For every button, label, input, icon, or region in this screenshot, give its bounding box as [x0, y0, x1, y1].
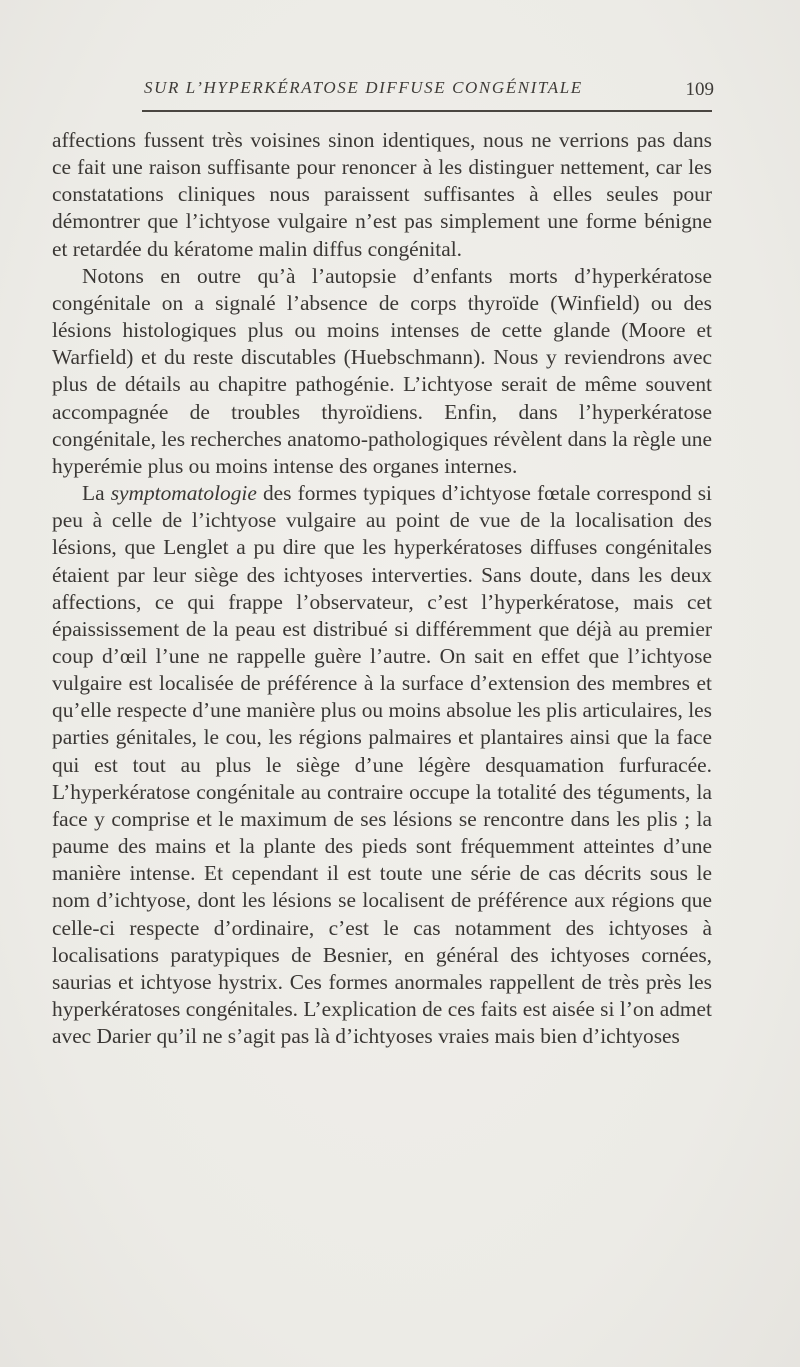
- paragraph-autopsy: Notons en outre qu’à l’autopsie d’enfants morts d’hyperkératose congénitale on a signalé l’absence de corps thyroïde (Winfield) ou des lésions histologiques plus ou moins intenses de cette glande (Moore et Warfield) et du reste discutables (Huebschmann). Nous y reviendrons avec plus de détails au chapitre pathogénie. L’ichtyose serait de même souvent accompagnée de troubles thyroïdiens. Enfin, dans l’hyperkératose congénitale, les recherches anatomo-pathologiques révèlent dans la règle une hyperémie plus ou moins intense des organes internes.: [52, 263, 712, 478]
- body-text: [52, 127, 712, 1050]
- header-rule: [142, 110, 712, 112]
- paragraph-body: des formes typiques d’ichtyose fœtale correspond si peu à celle de l’ichtyose vulgaire au point de vue de la localisation des lésions, que Lenglet a pu dire que les hyperkératoses diffuses congénitales étaient par leur siège des ichtyoses interverties. Sans doute, dans les deux affections, ce qui frappe l’observateur, c’est l’hyperkératose, mais cet épaississement de la peau est distribué si différemment que déjà au premier coup d’œil l’une ne rappelle guère l’autre. On sait en effet que l’ichtyose vulgaire est localisée de préférence à la surface d’extension des membres et qu’elle respecte d’une manière plus ou moins absolue les plis articulaires, les parties génitales, le cou, les régions palmaires et plantaires ainsi que la face qui est tout au plus le siège d’une légère desquamation furfuracée. L’hyperkératose congénitale au contraire occupe la totalité des téguments, la face y comprise et le maximum de ses lésions se rencontre dans les plis ; la paume des mains et la plante des pieds sont fréquemment atteintes d’une manière intense. Et cependant il est toute une série de cas décrits sous le nom d’ichtyose, dont les lésions se localisent de préférence aux régions que celle-ci respecte d’ordinaire, c’est le cas notamment des ichtyoses à localisations paratypiques de Besnier, en général des ichtyoses cornées, saurias et ichtyose hystrix. Ces formes anormales rappellent de très près les hyperkératoses congénitales. L’explication de ces faits est aisée si l’on admet avec Darier qu’il ne s’agit pas là d’ichtyoses vraies mais bien d’ichtyoses: [52, 481, 712, 1049]
- paragraph-lead-word: La: [82, 481, 105, 506]
- paragraph-continued: affections fussent très voisines sinon identiques, nous ne verrions pas dans ce fait une raison suffisante pour renoncer à les distinguer nettement, car les constatations cliniques nous paraissent suffisantes à elles seules pour démontrer que l’ichtyose vulgaire n’est pas simplement une forme bénigne et retardée du kératome malin diffus congénital.: [52, 128, 712, 261]
- page-number: 109: [685, 79, 714, 100]
- italic-term: symptomatologie: [110, 481, 257, 506]
- running-title: SUR L’HYPERKÉRATOSE DIFFUSE CONGÉNITALE: [144, 78, 583, 97]
- running-head: [52, 78, 712, 108]
- paragraph-symptomatology: [52, 480, 712, 1050]
